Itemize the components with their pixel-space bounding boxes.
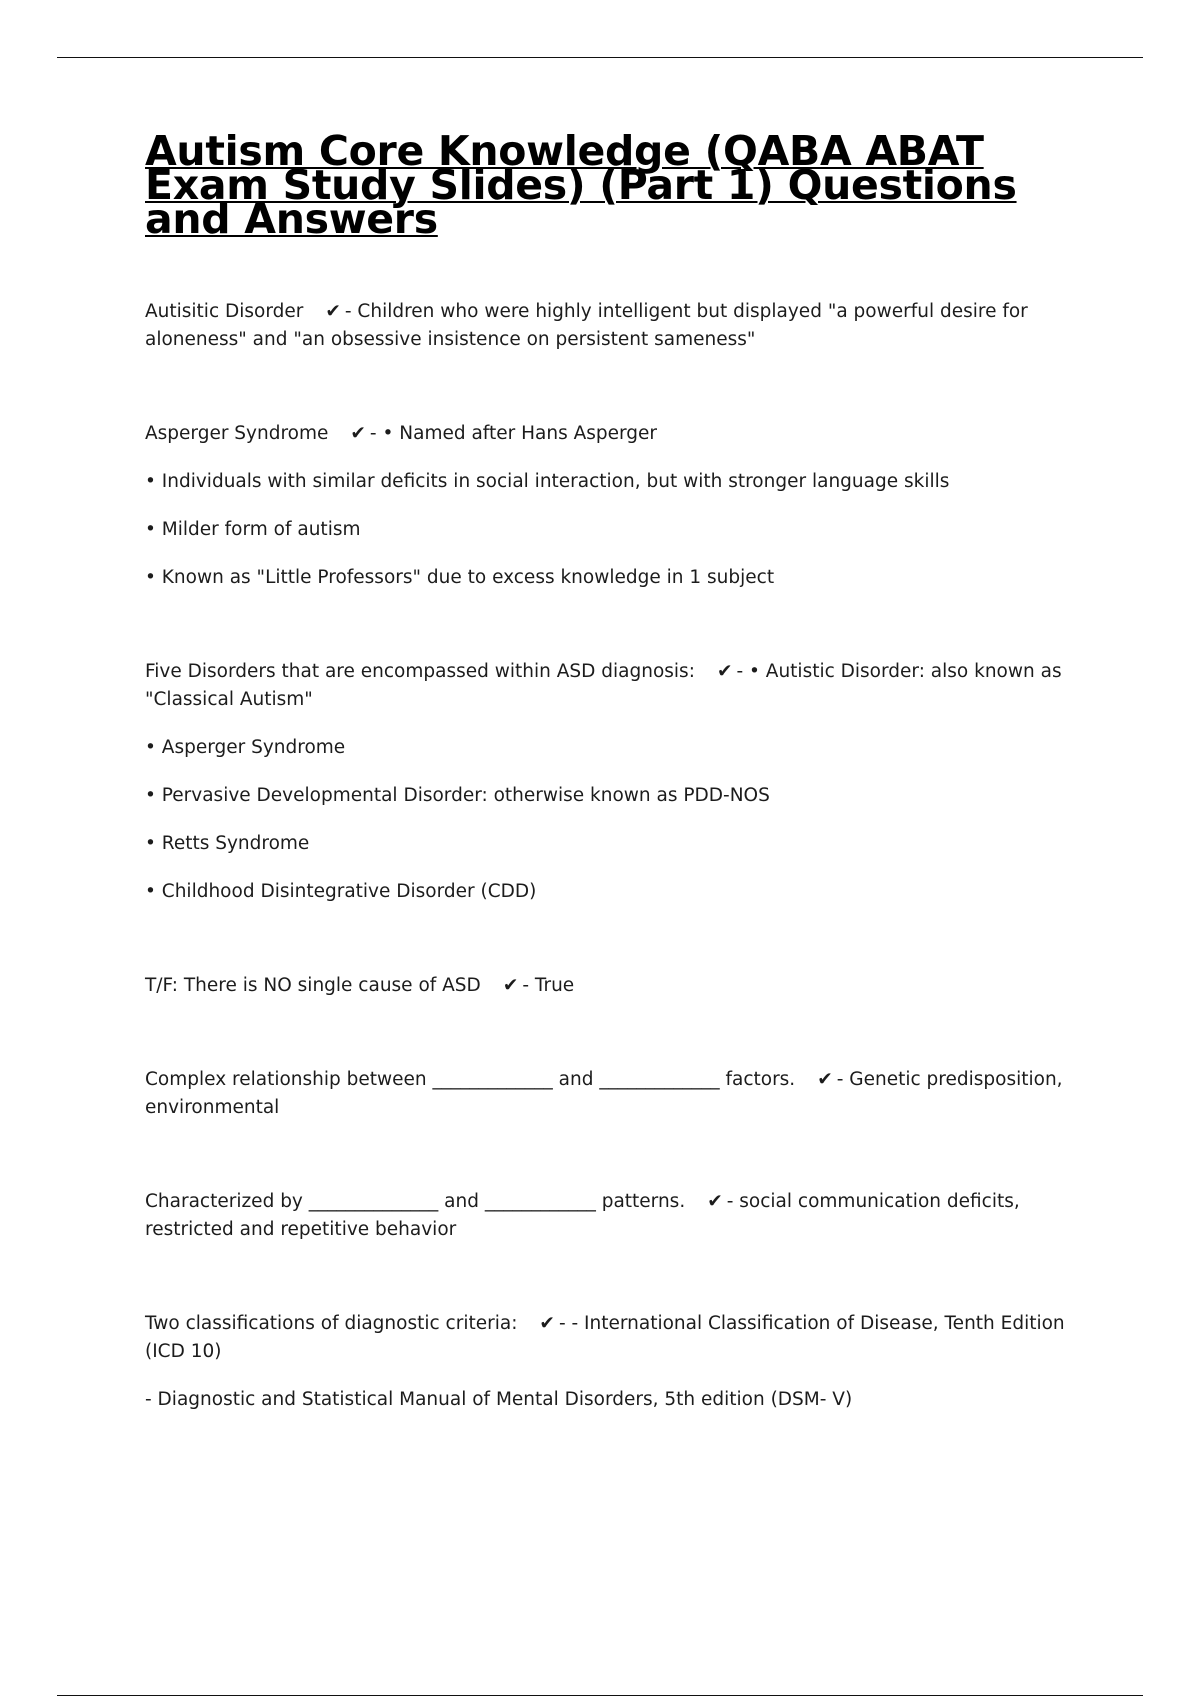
page-title: Autism Core Knowledge (QABA ABAT Exam Study Slides) (Part 1) Questions and Answers <box>145 127 1017 243</box>
question-text: T/F: There is NO single cause of ASD <box>145 975 481 996</box>
qa-item <box>145 1310 1085 1414</box>
check-mark-icon: ✔ <box>539 1313 555 1334</box>
answer-bullet: • Milder form of autism <box>145 519 361 540</box>
answer-text: - - International Classification of Disease, Tenth Edition (ICD 10) <box>145 1313 1065 1362</box>
question-text: Autisitic Disorder <box>145 301 304 322</box>
qa-item <box>145 420 1085 592</box>
answer-text: - social communication deficits, restricted and repetitive behavior <box>145 1191 1020 1240</box>
answer-bullet: • Pervasive Developmental Disorder: otherwise known as PDD-NOS <box>145 785 770 806</box>
qa-first-line <box>145 298 1085 354</box>
question-text: Complex relationship between _____________ and _____________ factors. <box>145 1069 796 1090</box>
question-text: Five Disorders that are encompassed within ASD diagnosis: <box>145 661 695 682</box>
qa-item <box>145 298 1085 354</box>
answer-bullet: • Retts Syndrome <box>145 833 310 854</box>
check-mark-icon: ✔ <box>707 1191 723 1212</box>
answer-text: - • Autistic Disorder: also known as "Classical Autism" <box>145 661 1062 710</box>
answer-text: - True <box>522 975 575 996</box>
question-text: Asperger Syndrome <box>145 423 329 444</box>
qa-first-line <box>145 1066 1085 1122</box>
answer-bullet: • Asperger Syndrome <box>145 737 346 758</box>
answer-text: - • Named after Hans Asperger <box>369 423 658 444</box>
bottom-rule <box>57 1695 1143 1696</box>
question-text: Two classifications of diagnostic criteria: <box>145 1313 518 1334</box>
answer-bullet: • Known as "Little Professors" due to excess knowledge in 1 subject <box>145 567 775 588</box>
answer-text: - Children who were highly intelligent but displayed "a powerful desire for aloneness" and "an obsessive insistence on persistent sameness" <box>145 301 1028 350</box>
answer-text: - Genetic predisposition, environmental <box>145 1069 1063 1118</box>
answer-bullet: • Childhood Disintegrative Disorder (CDD) <box>145 881 537 902</box>
answer-bullet: • Individuals with similar deficits in social interaction, but with stronger language skills <box>145 471 950 492</box>
qa-list <box>145 298 1085 1480</box>
answer-bullet: - Diagnostic and Statistical Manual of Mental Disorders, 5th edition (DSM- V) <box>145 1389 853 1410</box>
top-rule <box>57 57 1143 58</box>
qa-item <box>145 658 1085 906</box>
qa-first-line <box>145 1310 1085 1366</box>
qa-item <box>145 1066 1085 1122</box>
check-mark-icon: ✔ <box>502 975 519 996</box>
qa-first-line <box>145 658 1085 714</box>
question-text: Characterized by ______________ and ____________ patterns. <box>145 1191 686 1212</box>
qa-item <box>145 972 1085 1000</box>
qa-first-line <box>145 420 1085 448</box>
check-mark-icon: ✔ <box>817 1069 833 1090</box>
qa-item <box>145 1188 1085 1244</box>
check-mark-icon: ✔ <box>325 301 341 322</box>
check-mark-icon: ✔ <box>716 661 733 682</box>
qa-first-line <box>145 972 1085 1000</box>
qa-first-line <box>145 1188 1085 1244</box>
check-mark-icon: ✔ <box>350 423 366 444</box>
